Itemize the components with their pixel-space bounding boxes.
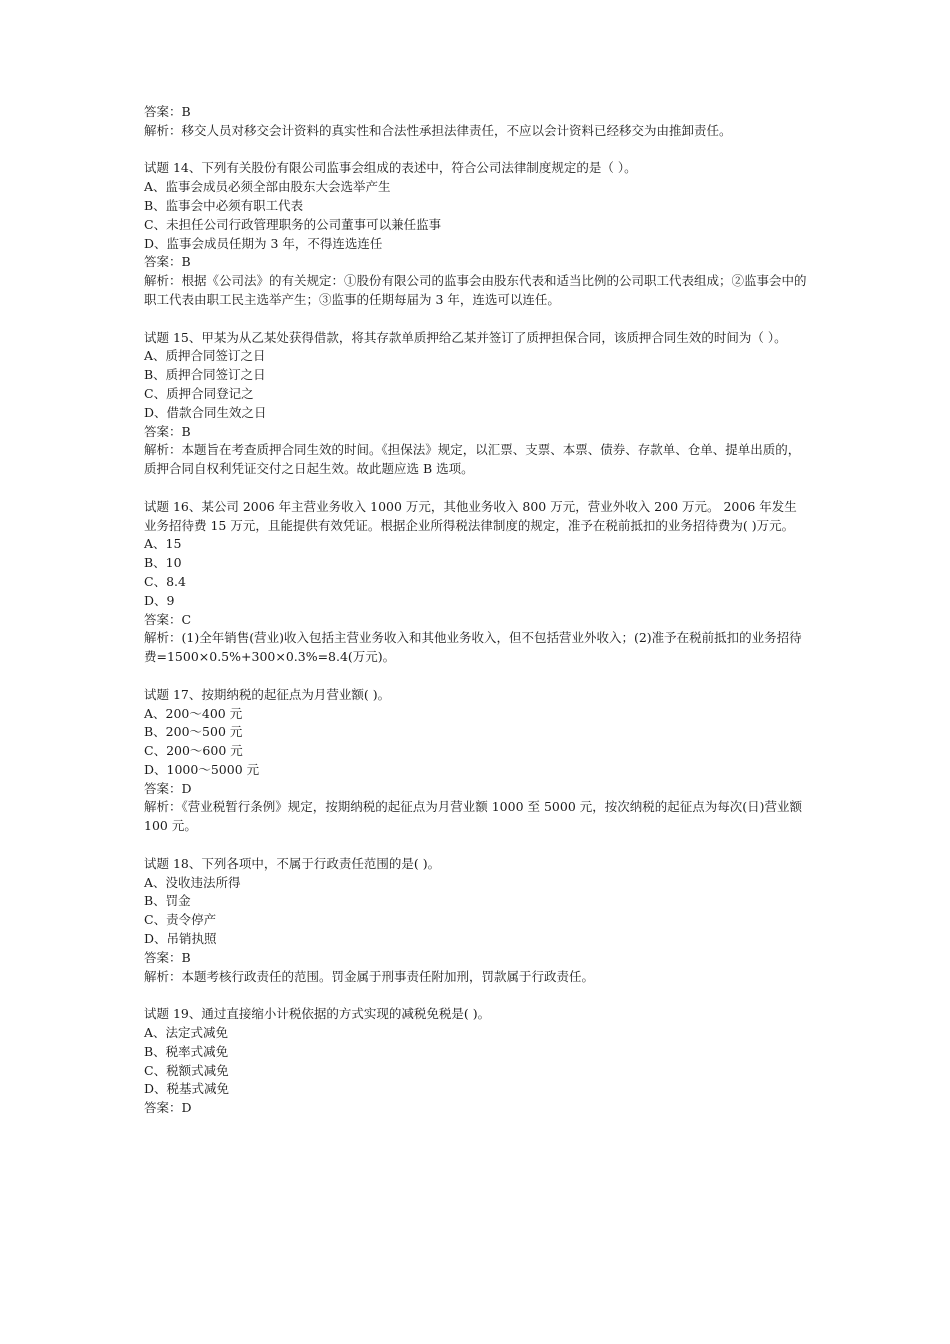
question-17 <box>144 686 808 836</box>
option-b: B、200～500 元 <box>144 724 243 740</box>
option-d: D、监事会成员任期为 3 年，不得连选连任 <box>144 235 383 251</box>
option-b: B、罚金 <box>144 893 191 909</box>
question-15 <box>144 329 808 479</box>
option-b: B、监事会中必须有职工代表 <box>144 197 304 213</box>
option-a: A、法定式减免 <box>144 1025 229 1041</box>
question-stem: 试题 15、甲某为从乙某处获得借款，将其存款单质押给乙某并签订了质押担保合同，该质押合同生效的时间为（ ）。 <box>144 329 787 345</box>
option-a: A、200～400 元 <box>144 705 243 721</box>
option-a: A、监事会成员必须全部由股东大会选举产生 <box>144 179 391 195</box>
question-16 <box>144 498 808 667</box>
analysis-text: 解析：根据《公司法》的有关规定：①股份有限公司的监事会由股东代表和适当比例的公司职工代表组成；②监事会中的职工代表由职工民主选举产生；③监事的任期每届为 3 年，连选可以连任。 <box>144 273 807 307</box>
option-d: D、9 <box>144 592 175 608</box>
option-d: D、吊销执照 <box>144 931 217 947</box>
question-stem: 试题 14、下列有关股份有限公司监事会组成的表述中，符合公司法律制度规定的是（ ）。 <box>144 160 637 176</box>
answer-line: 答案：C <box>144 611 192 627</box>
option-c: C、200～600 元 <box>144 743 243 759</box>
option-a: A、质押合同签订之日 <box>144 348 266 364</box>
option-b: B、10 <box>144 555 182 571</box>
option-b: B、税率式减免 <box>144 1043 229 1059</box>
question-stem: 试题 17、按期纳税的起征点为月营业额( )。 <box>144 686 391 702</box>
option-c: C、税额式减免 <box>144 1062 229 1078</box>
answer-line: 答案：D <box>144 780 192 796</box>
option-d: D、借款合同生效之日 <box>144 404 267 420</box>
analysis-text: 解析：本题考核行政责任的范围。罚金属于刑事责任附加刑，罚款属于行政责任。 <box>144 968 595 984</box>
document-page <box>144 103 808 1137</box>
option-a: A、15 <box>144 536 182 552</box>
option-c: C、责令停产 <box>144 912 217 928</box>
question-stem: 试题 16、某公司 2006 年主营业务收入 1000 万元，其他业务收入 800 万元，营业外收入 200 万元。 2006 年发生业务招待费 15 万元，且能提供有效凭证。根据企业所得税法律制度的规定，准予在税前抵扣的业务招待费为( )万元。 <box>144 498 797 533</box>
previous-question-tail <box>144 103 808 141</box>
answer-line: 答案：B <box>144 104 191 119</box>
option-b: B、质押合同签订之日 <box>144 367 266 383</box>
option-c: C、未担任公司行政管理职务的公司董事可以兼任监事 <box>144 216 442 232</box>
question-19 <box>144 1005 808 1118</box>
answer-line: 答案：B <box>144 949 191 965</box>
analysis-text: 解析：本题旨在考查质押合同生效的时间。《担保法》规定，以汇票、支票、本票、债券、存款单、仓单、提单出质的，质押合同自权利凭证交付之日起生效。故此题应选 B 选项。 <box>144 442 801 477</box>
question-14 <box>144 159 808 309</box>
option-c: C、8.4 <box>144 573 186 589</box>
answer-line: 答案：B <box>144 423 191 439</box>
answer-line: 答案：B <box>144 254 191 270</box>
analysis-text: 解析：(1)全年销售(营业)收入包括主营业务收入和其他业务收入，但不包括营业外收入；(2)准予在税前抵扣的业务招待费=1500×0.5%+300×0.3%=8.4(万元)。 <box>144 630 802 665</box>
question-stem: 试题 18、下列各项中，不属于行政责任范围的是( )。 <box>144 855 441 871</box>
option-d: D、税基式减免 <box>144 1081 230 1097</box>
option-a: A、没收违法所得 <box>144 874 241 890</box>
question-stem: 试题 19、通过直接缩小计税依据的方式实现的减税免税是( )。 <box>144 1006 491 1022</box>
analysis-text: 解析：移交人员对移交会计资料的真实性和合法性承担法律责任，不应以会计资料已经移交为由推卸责任。 <box>144 122 732 138</box>
question-18 <box>144 855 808 987</box>
option-c: C、质押合同登记之 <box>144 385 254 401</box>
answer-line: 答案：D <box>144 1100 192 1116</box>
analysis-text: 解析：《营业税暂行条例》规定，按期纳税的起征点为月营业额 1000 至 5000 元，按次纳税的起征点为每次(日)营业额 100 元。 <box>144 799 807 834</box>
option-d: D、1000～5000 元 <box>144 761 260 777</box>
